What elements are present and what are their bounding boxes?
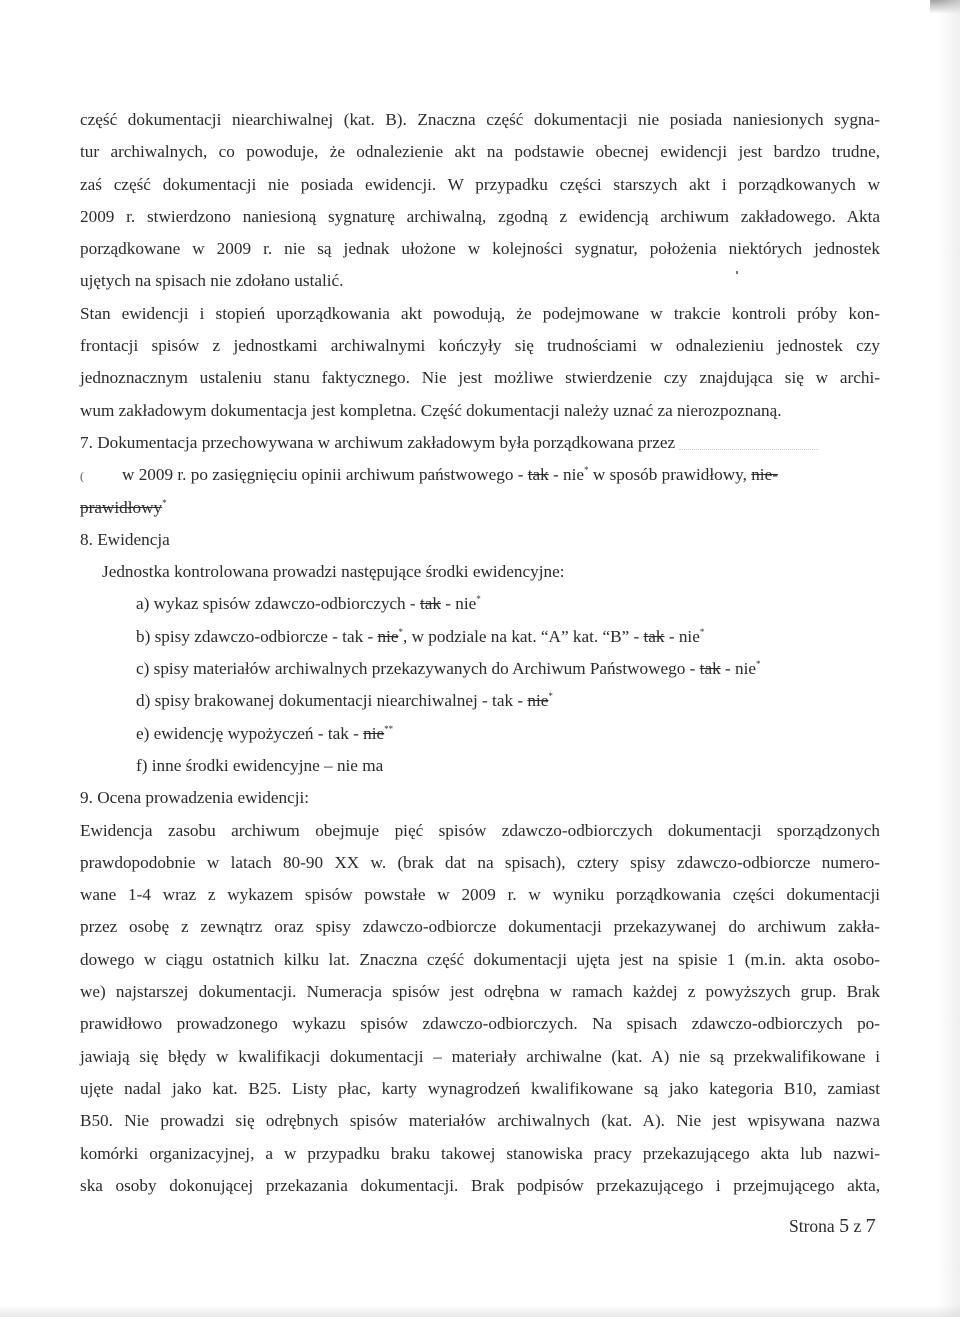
document-body (80, 104, 880, 1202)
paragraph-line: jednoznacznym ustaleniu stanu faktycznego. Nie jest możliwe stwierdzenie czy znajdująca się w archi- (80, 368, 880, 388)
list-item-text: a) wykaz spisów zdawczo-odbiorczych - (136, 594, 420, 614)
section-7-line (80, 427, 880, 459)
section-7-text: - nie (548, 465, 585, 485)
page-total: 7 (865, 1215, 876, 1237)
paragraph-line: B50. Nie prowadzi się odrębnych spisów materiałów archiwalnych (kat. A). Nie jest wpisywana nazwa (80, 1111, 880, 1131)
list-item-text: - nie (664, 626, 700, 646)
list-item-text: , w podziale na kat. “A” kat. “B” - (402, 626, 644, 646)
section-7-text: 7. Dokumentacja przechowywana w archiwum zakładowym była porządkowana przez (80, 432, 676, 452)
paragraph-line: ska osoby dokonującej przekazania dokumentacji. Brak podpisów przekazującego i przejmującego akta, (80, 1175, 880, 1195)
struck-option: prawidłowy (80, 497, 163, 517)
paragraph-line: prawidłowo prowadzonego wykazu spisów zdawczo-odbiorczych. Na spisach zdawczo-odbiorczych po- (80, 1014, 880, 1034)
list-item-text: - nie (440, 594, 477, 614)
paragraph-line: frontacji spisów z jednostkami archiwalnymi kończyły się trudnościami w odnalezieniu jednostek czy (80, 336, 880, 356)
paragraph-line: komórki organizacyjnej, a w przypadku braku takowej stanowiska pracy przekazującego akta lub nazwi- (80, 1143, 880, 1163)
struck-option: nie (363, 723, 385, 743)
struck-option: nie (527, 691, 549, 711)
struck-option: tak (643, 626, 665, 646)
paragraph-line: jawiają się błędy w kwalifikacji dokumentacji – materiały archiwalne (kat. A) nie są przekwalifikowane i (80, 1046, 880, 1066)
list-item-e (80, 718, 880, 750)
footnote-mark: * (584, 465, 589, 476)
struck-option: nie- (751, 465, 778, 485)
list-item-a (80, 588, 880, 620)
struck-option: tak (527, 465, 549, 485)
page-separator: z (849, 1216, 866, 1236)
footnote-mark: * (162, 497, 167, 508)
paragraph-line: prawdopodobnie w latach 80-90 XX w. (brak dat na spisach), cztery spisy zdawczo-odbiorcze numero- (80, 852, 880, 872)
footnote-mark: * (699, 626, 705, 637)
footnote-mark: * (756, 659, 761, 670)
paragraph-line: wum zakładowym dokumentacja jest kompletna. Część dokumentacji należy uznać za nierozpoznaną. (80, 400, 782, 420)
list-item-text: d) spisy brakowanej dokumentacji niearchiwalnej - tak - (136, 691, 528, 711)
footnote-mark: * (398, 626, 403, 637)
page-number (789, 1215, 876, 1238)
paragraph-line: przez osobę z zewnątrz oraz spisy zdawczo-odbiorcze dokumentacji przekazywanej do archiwum zakła- (80, 917, 880, 937)
paragraph-line: dowego w ciągu ostatnich kilku lat. Znaczna część dokumentacji ujęta jest na spisie 1 (m.in. akta osobo- (80, 949, 880, 969)
section-7-text: w sposób prawidłowy, (588, 465, 752, 485)
section-7-line-3 (80, 492, 880, 524)
paragraph-line: wane 1-4 wraz z wykazem spisów powstałe w 2009 r. w wyniku porządkowania części dokumentacji (80, 885, 880, 905)
footnote-mark: ** (384, 723, 394, 734)
section-9-heading: 9. Ocena prowadzenia ewidencji: (80, 788, 310, 808)
list-item-c (80, 653, 880, 685)
list-item-text: b) spisy zdawczo-odbiorcze - tak - (136, 626, 378, 646)
list-item-text: c) spisy materiałów archiwalnych przekazywanych do Archiwum Państwowego - (136, 659, 700, 679)
margin-mark: ( (80, 469, 84, 484)
list-item-b (80, 621, 880, 653)
blank-field (679, 435, 819, 450)
list-item-d (80, 685, 880, 717)
page-current: 5 (839, 1215, 850, 1237)
paragraph-line: zaś część dokumentacji nie posiada ewidencji. W przypadku części starszych akt i porządkowanych w (80, 174, 880, 194)
footnote-mark: * (476, 594, 481, 605)
struck-option: tak (699, 659, 721, 679)
scan-bottom-shadow (0, 1305, 960, 1317)
paragraph-line: 2009 r. stwierdzono naniesioną sygnaturę archiwalną, zgodną z ewidencją archiwum zakładowego. Akta (80, 206, 880, 226)
paragraph-line: ujętych na spisach nie zdołano ustalić. (80, 271, 344, 291)
paragraph-line: tur archiwalnych, co powoduje, że odnalezienie akt na podstawie obecnej ewidencji jest bardzo trudne, (80, 142, 880, 162)
paragraph-line: we) najstarszej dokumentacji. Numeracja spisów jest odrębna w ramach każdej z powyższych grup. Brak (80, 982, 880, 1002)
struck-option: tak (419, 594, 441, 614)
paragraph-line: część dokumentacji niearchiwalnej (kat. B). Znaczna część dokumentacji nie posiada naniesionych sygna- (80, 110, 880, 129)
paragraph-line: porządkowane w 2009 r. nie są jednak ułożone w kolejności sygnatur, położenia niektórych jednostek (80, 239, 880, 259)
paragraph-line: ujęte nadal jako kat. B25. Listy płac, karty wynagrodzeń kwalifikowane są jako kategoria B10, zamiast (80, 1078, 880, 1098)
scan-edge-shadow (938, 0, 960, 1317)
list-item-text: - nie (720, 659, 756, 679)
list-item-text: e) ewidencję wypożyczeń - tak - (136, 723, 364, 743)
paragraph-line: Stan ewidencji i stopień uporządkowania akt powodują, że podejmowane w trakcie kontroli próby kon- (80, 303, 880, 323)
section-8-intro: Jednostka kontrolowana prowadzi następujące środki ewidencyjne: (102, 562, 565, 582)
struck-option: nie (377, 626, 399, 646)
list-item-f: f) inne środki ewidencyjne – nie ma (136, 755, 384, 775)
footnote-mark: * (548, 691, 553, 702)
section-8-heading: 8. Ewidencja (80, 529, 170, 549)
section-7-text: w 2009 r. po zasięgnięciu opinii archiwum państwowego - (122, 465, 528, 485)
page-label: Strona (789, 1216, 840, 1236)
section-7-line-2 (80, 459, 880, 491)
paragraph-line: Ewidencja zasobu archiwum obejmuje pięć spisów zdawczo-odbiorczych dokumentacji sporządzonych (80, 820, 880, 840)
